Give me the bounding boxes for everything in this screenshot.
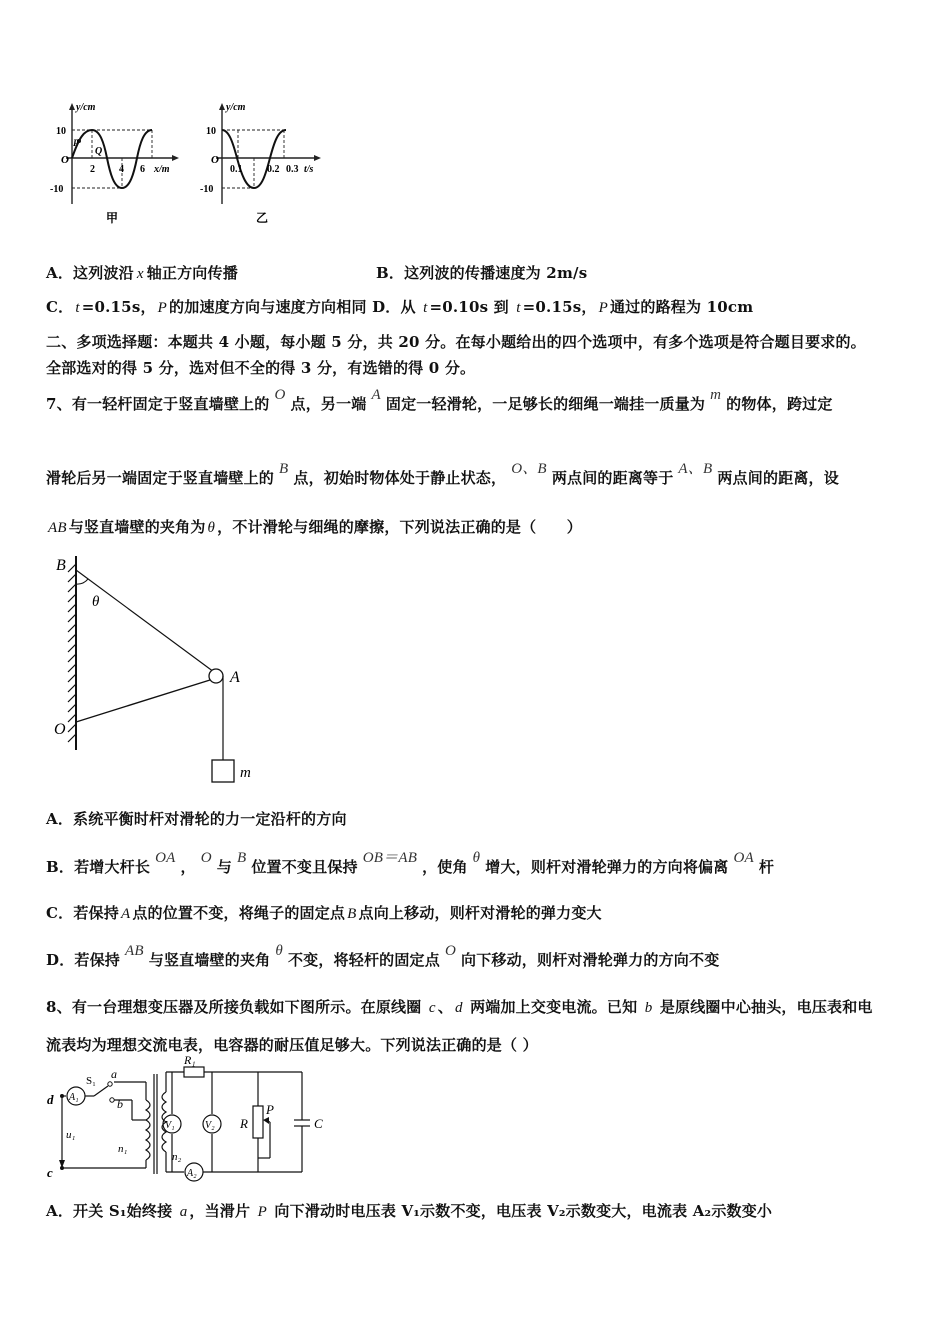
circuit-label-n1: n₁ xyxy=(118,1143,128,1155)
circuit-label-a2: A₂ xyxy=(187,1168,197,1179)
graph-jia-y-tick-bottom: -10 xyxy=(50,184,64,195)
q8-stem-line1 xyxy=(46,996,873,1017)
math-variable: t xyxy=(75,300,80,316)
math-variable: θ xyxy=(207,520,216,536)
math-symbol: θ xyxy=(275,943,283,959)
text-segment: =0.10s 到 xyxy=(429,298,515,316)
text-segment: 两端加上交变电流。已知 xyxy=(464,998,643,1016)
text-segment: 与 xyxy=(216,858,232,876)
q6-option-c-d[interactable] xyxy=(46,296,753,317)
math-symbol: B xyxy=(236,850,247,866)
text-segment: 点，另一端 xyxy=(290,395,367,413)
math-variable: AB xyxy=(48,520,67,536)
graph-yi-origin: O xyxy=(211,154,219,166)
text-segment: 杆 xyxy=(758,858,775,876)
math-symbol: OA xyxy=(733,850,754,866)
graph-jia-caption: 甲 xyxy=(106,211,119,225)
circuit-label-n2: n₂ xyxy=(172,1151,182,1163)
q6-option-a-tail: 轴正方向传播 xyxy=(146,264,238,282)
text-segment: =0.15s， xyxy=(522,298,597,316)
math-symbol: O xyxy=(200,850,212,866)
math-symbol: θ xyxy=(472,850,481,866)
math-symbol: O、B xyxy=(511,461,547,477)
text-segment: 点的位置不变，将绳子的固定点 xyxy=(132,904,346,922)
circuit-label-cap: C xyxy=(314,1116,323,1131)
q8-circuit xyxy=(44,1053,344,1182)
circuit-label-b: b xyxy=(117,1097,123,1111)
section2-instructions-line1: 二、多项选择题：本题共 4 小题，每小题 5 分，共 20 分。在每小题给出的四个选项中，有多个选项是符合题目要求的。 xyxy=(46,333,866,351)
text-segment: A．开关 S₁始终接 xyxy=(46,1202,178,1220)
text-segment: 固定一轻滑轮，一足够长的细绳一端挂一质量为 xyxy=(385,395,706,413)
q7-figure xyxy=(48,550,278,790)
graph-jia-x-tick-2: 2 xyxy=(90,164,95,175)
graph-yi-x-tick-1: 0.1 xyxy=(230,164,243,175)
circuit-label-p: P xyxy=(266,1102,274,1117)
q7-stem-line1 xyxy=(46,387,833,414)
text-segment: C． xyxy=(46,298,74,316)
math-variable: P xyxy=(257,1204,267,1220)
circuit-label-a: a xyxy=(111,1067,117,1081)
text-segment: 点向上移动，则杆对滑轮的弹力变大 xyxy=(358,904,602,922)
math-symbol: OA xyxy=(155,850,176,866)
text-segment: =0.15s， xyxy=(81,298,156,316)
q8-stem-line2: 流表均为理想交流电表，电容器的耐压值足够大。下列说法正确的是（ ） xyxy=(46,1036,538,1054)
text-segment: ，使角 xyxy=(422,858,468,876)
text-segment: 通过的路程为 10cm xyxy=(609,298,754,316)
q7-option-d[interactable] xyxy=(46,943,720,970)
graph-jia-x-axis-label: x/m xyxy=(154,164,170,175)
graph-yi-y-axis-label: y/cm xyxy=(226,102,246,113)
math-symbol: B xyxy=(279,461,289,477)
graph-yi-caption: 乙 xyxy=(256,211,269,225)
wave-graph-jia xyxy=(48,98,188,228)
math-symbol: O xyxy=(444,943,456,959)
graph-jia-y-tick-top: 10 xyxy=(56,126,66,137)
math-variable: P xyxy=(598,300,608,316)
text-segment: 与竖直墙壁的夹角为 xyxy=(68,518,206,536)
math-variable: b xyxy=(644,1000,653,1016)
graph-yi-y-tick-top: 10 xyxy=(206,126,216,137)
q6-option-b[interactable]: B．这列波的传播速度为 2m/s xyxy=(376,264,588,282)
text-segment: 不变，将轻杆的固定点 xyxy=(287,951,440,969)
text-segment: 的加速度方向与速度方向相同 D．从 xyxy=(169,298,422,316)
graph-jia-y-axis-label: y/cm xyxy=(76,102,96,113)
math-symbol: O xyxy=(274,387,286,403)
math-variable: t xyxy=(423,300,428,316)
text-segment: B．若增大杆长 xyxy=(46,858,151,876)
q7-option-a[interactable]: A．系统平衡时杆对滑轮的力一定沿杆的方向 xyxy=(46,810,347,828)
circuit-label-v1: V₁ xyxy=(165,1120,175,1131)
circuit-label-r: R xyxy=(240,1116,248,1131)
graph-jia-x-tick-6: 6 xyxy=(140,164,145,175)
q6-option-a[interactable] xyxy=(46,262,238,283)
graph-jia-origin: O xyxy=(61,154,69,166)
text-segment: 点，初始时物体处于静止状态， xyxy=(293,469,507,487)
circuit-label-v2: V₂ xyxy=(205,1120,215,1131)
math-symbol: m xyxy=(710,387,722,403)
text-segment: 7、有一轻杆固定于竖直墙壁上的 xyxy=(46,395,270,413)
graph-jia-point-q: Q xyxy=(95,146,103,157)
q7-fig-label-theta: θ xyxy=(92,594,100,610)
text-segment: 是原线圈中心抽头，电压表和电 xyxy=(654,998,873,1016)
math-symbol: AB xyxy=(125,943,144,959)
math-variable: a xyxy=(179,1204,188,1220)
graph-jia-x-tick-4: 4 xyxy=(119,164,124,175)
math-variable: c xyxy=(428,1000,436,1016)
text-segment: 8、有一台理想变压器及所接负载如下图所示。在原线圈 xyxy=(46,998,427,1016)
q7-stem-line3 xyxy=(46,516,582,537)
math-symbol: OB＝AB xyxy=(362,850,418,866)
q7-stem-line2 xyxy=(46,461,839,488)
text-segment: D．若保持 xyxy=(46,951,121,969)
text-segment: 两点间的距离，设 xyxy=(717,469,839,487)
circuit-label-s1: S₁ xyxy=(86,1075,96,1087)
q6-option-a-var: x xyxy=(136,266,144,282)
q7-fig-label-b: B xyxy=(56,557,66,574)
circuit-label-d: d xyxy=(47,1092,54,1107)
text-segment: ， xyxy=(180,858,196,876)
q7-fig-label-a: A xyxy=(230,669,240,686)
circuit-label-u1: u₁ xyxy=(66,1129,76,1141)
text-segment: 滑轮后另一端固定于竖直墙壁上的 xyxy=(46,469,275,487)
text-segment: 向下移动，则杆对滑轮弹力的方向不变 xyxy=(461,951,720,969)
wave-graph-yi xyxy=(198,98,328,228)
text-segment: 增大，则杆对滑轮弹力的方向将偏离 xyxy=(485,858,729,876)
graph-jia-point-p: P xyxy=(73,138,79,148)
math-symbol: A xyxy=(371,387,381,403)
q7-fig-label-o: O xyxy=(54,721,66,738)
text-segment: 的物体，跨过定 xyxy=(726,395,833,413)
text-segment: ，不计滑轮与细绳的摩擦，下列说法正确的是（ ） xyxy=(217,518,582,536)
math-variable: d xyxy=(454,1000,463,1016)
graph-yi-x-tick-3: 0.3 xyxy=(286,164,299,175)
circuit-label-c: c xyxy=(47,1165,53,1180)
graph-yi-x-axis-label: t/s xyxy=(304,164,314,175)
q7-option-c[interactable] xyxy=(46,902,602,923)
text-segment: C．若保持 xyxy=(46,904,119,922)
q7-fig-label-m: m xyxy=(240,765,251,781)
circuit-label-a1: A₁ xyxy=(69,1092,79,1103)
text-segment: 向下滑动时电压表 V₁示数不变，电压表 V₂示数变大，电流表 A₂示数变小 xyxy=(269,1202,773,1220)
math-variable: t xyxy=(516,300,521,316)
graph-yi-y-tick-bottom: -10 xyxy=(200,184,214,195)
text-segment: ，当滑片 xyxy=(189,1202,256,1220)
text-segment: 、 xyxy=(437,998,453,1016)
circuit-label-r1: R₁ xyxy=(184,1053,196,1067)
math-variable: P xyxy=(157,300,168,316)
q7-option-b[interactable] xyxy=(46,850,775,877)
text-segment: 两点间的距离等于 xyxy=(551,469,674,487)
text-segment: 与竖直墙壁的夹角 xyxy=(148,951,271,969)
graph-yi-x-tick-2: 0.2 xyxy=(267,164,280,175)
section2-instructions-line2: 全部选对的得 5 分，选对但不全的得 3 分，有选错的得 0 分。 xyxy=(46,359,476,377)
math-variable: B xyxy=(347,906,357,922)
q6-option-a-head: A．这列波沿 xyxy=(46,264,134,282)
q8-option-a[interactable] xyxy=(46,1200,772,1221)
math-variable: A xyxy=(120,906,131,922)
math-symbol: A、B xyxy=(678,461,713,477)
text-segment: 位置不变且保持 xyxy=(251,858,358,876)
